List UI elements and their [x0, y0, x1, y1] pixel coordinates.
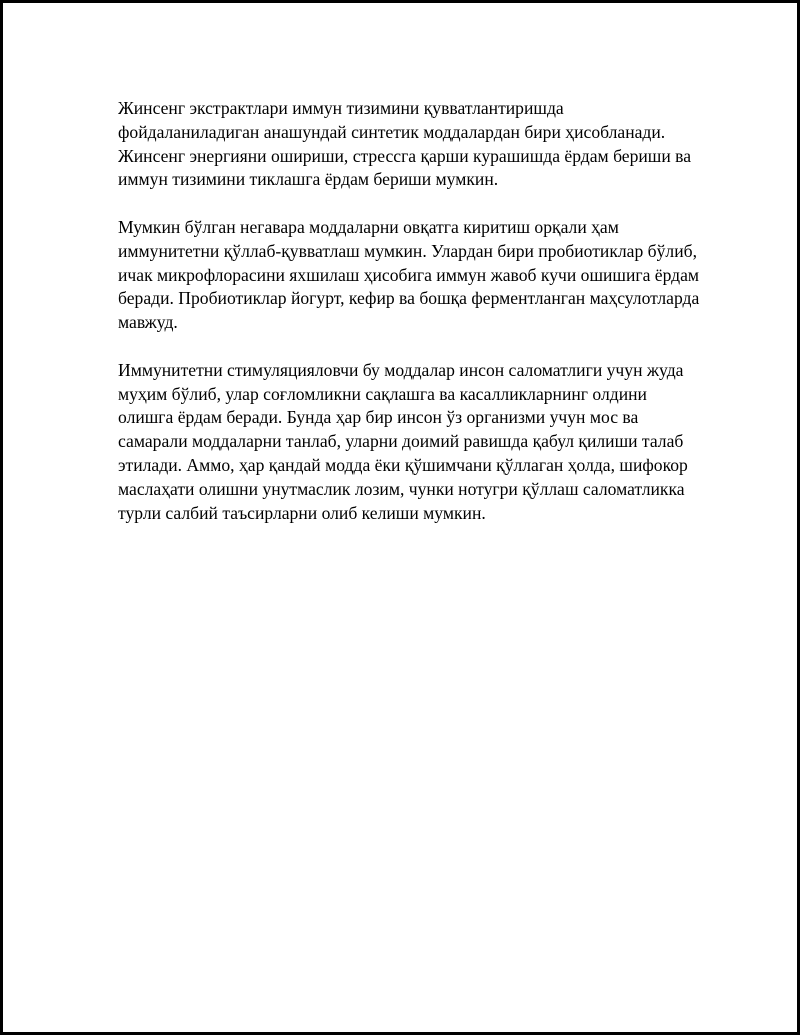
paragraph-conclusion: Иммунитетни стимуляцияловчи бу моддалар инсон саломатлиги учун жуда муҳим бўлиб, улар соғломликни сақлашга ва касалликларнинг олдини олишга ёрдам беради. Бунда ҳар бир инсон ўз организми учун мос ва самарали моддаларни танлаб, уларни доимий равишда қабул қилиши талаб этилади. Аммо, ҳар қандай модда ёки қўшимчани қўллаган ҳолда, шифокор маслаҳати олишни унутмаслик лозим, чунки нотугри қўллаш саломатликка турли салбий таъсирларни олиб келиши мумкин. — [118, 359, 688, 523]
document-body — [118, 97, 703, 549]
paragraph-probiotics: Мумкин бўлган негавара моддаларни овқатга киритиш орқали ҳам иммунитетни қўллаб-қувватлаш мумкин. Улардан бири пробиотиклар бўлиб, ичак микрофлорасини яхшилаш ҳисобига иммун жавоб кучи ошишига ёрдам беради. Пробиотиклар йогурт, кефир ва бошқа ферментланган маҳсулотларда мавжуд. — [118, 216, 700, 333]
paragraph-ginseng: Жинсенг экстрактлари иммун тизимини қувватлантиришда фойдаланиладиган анашундай синтетик моддалардан бири ҳисобланади. Жинсенг энергияни ошириши, стрессга қарши курашишда ёрдам бериши ва иммун тизимини тиклашга ёрдам бериши мумкин. — [118, 98, 692, 190]
